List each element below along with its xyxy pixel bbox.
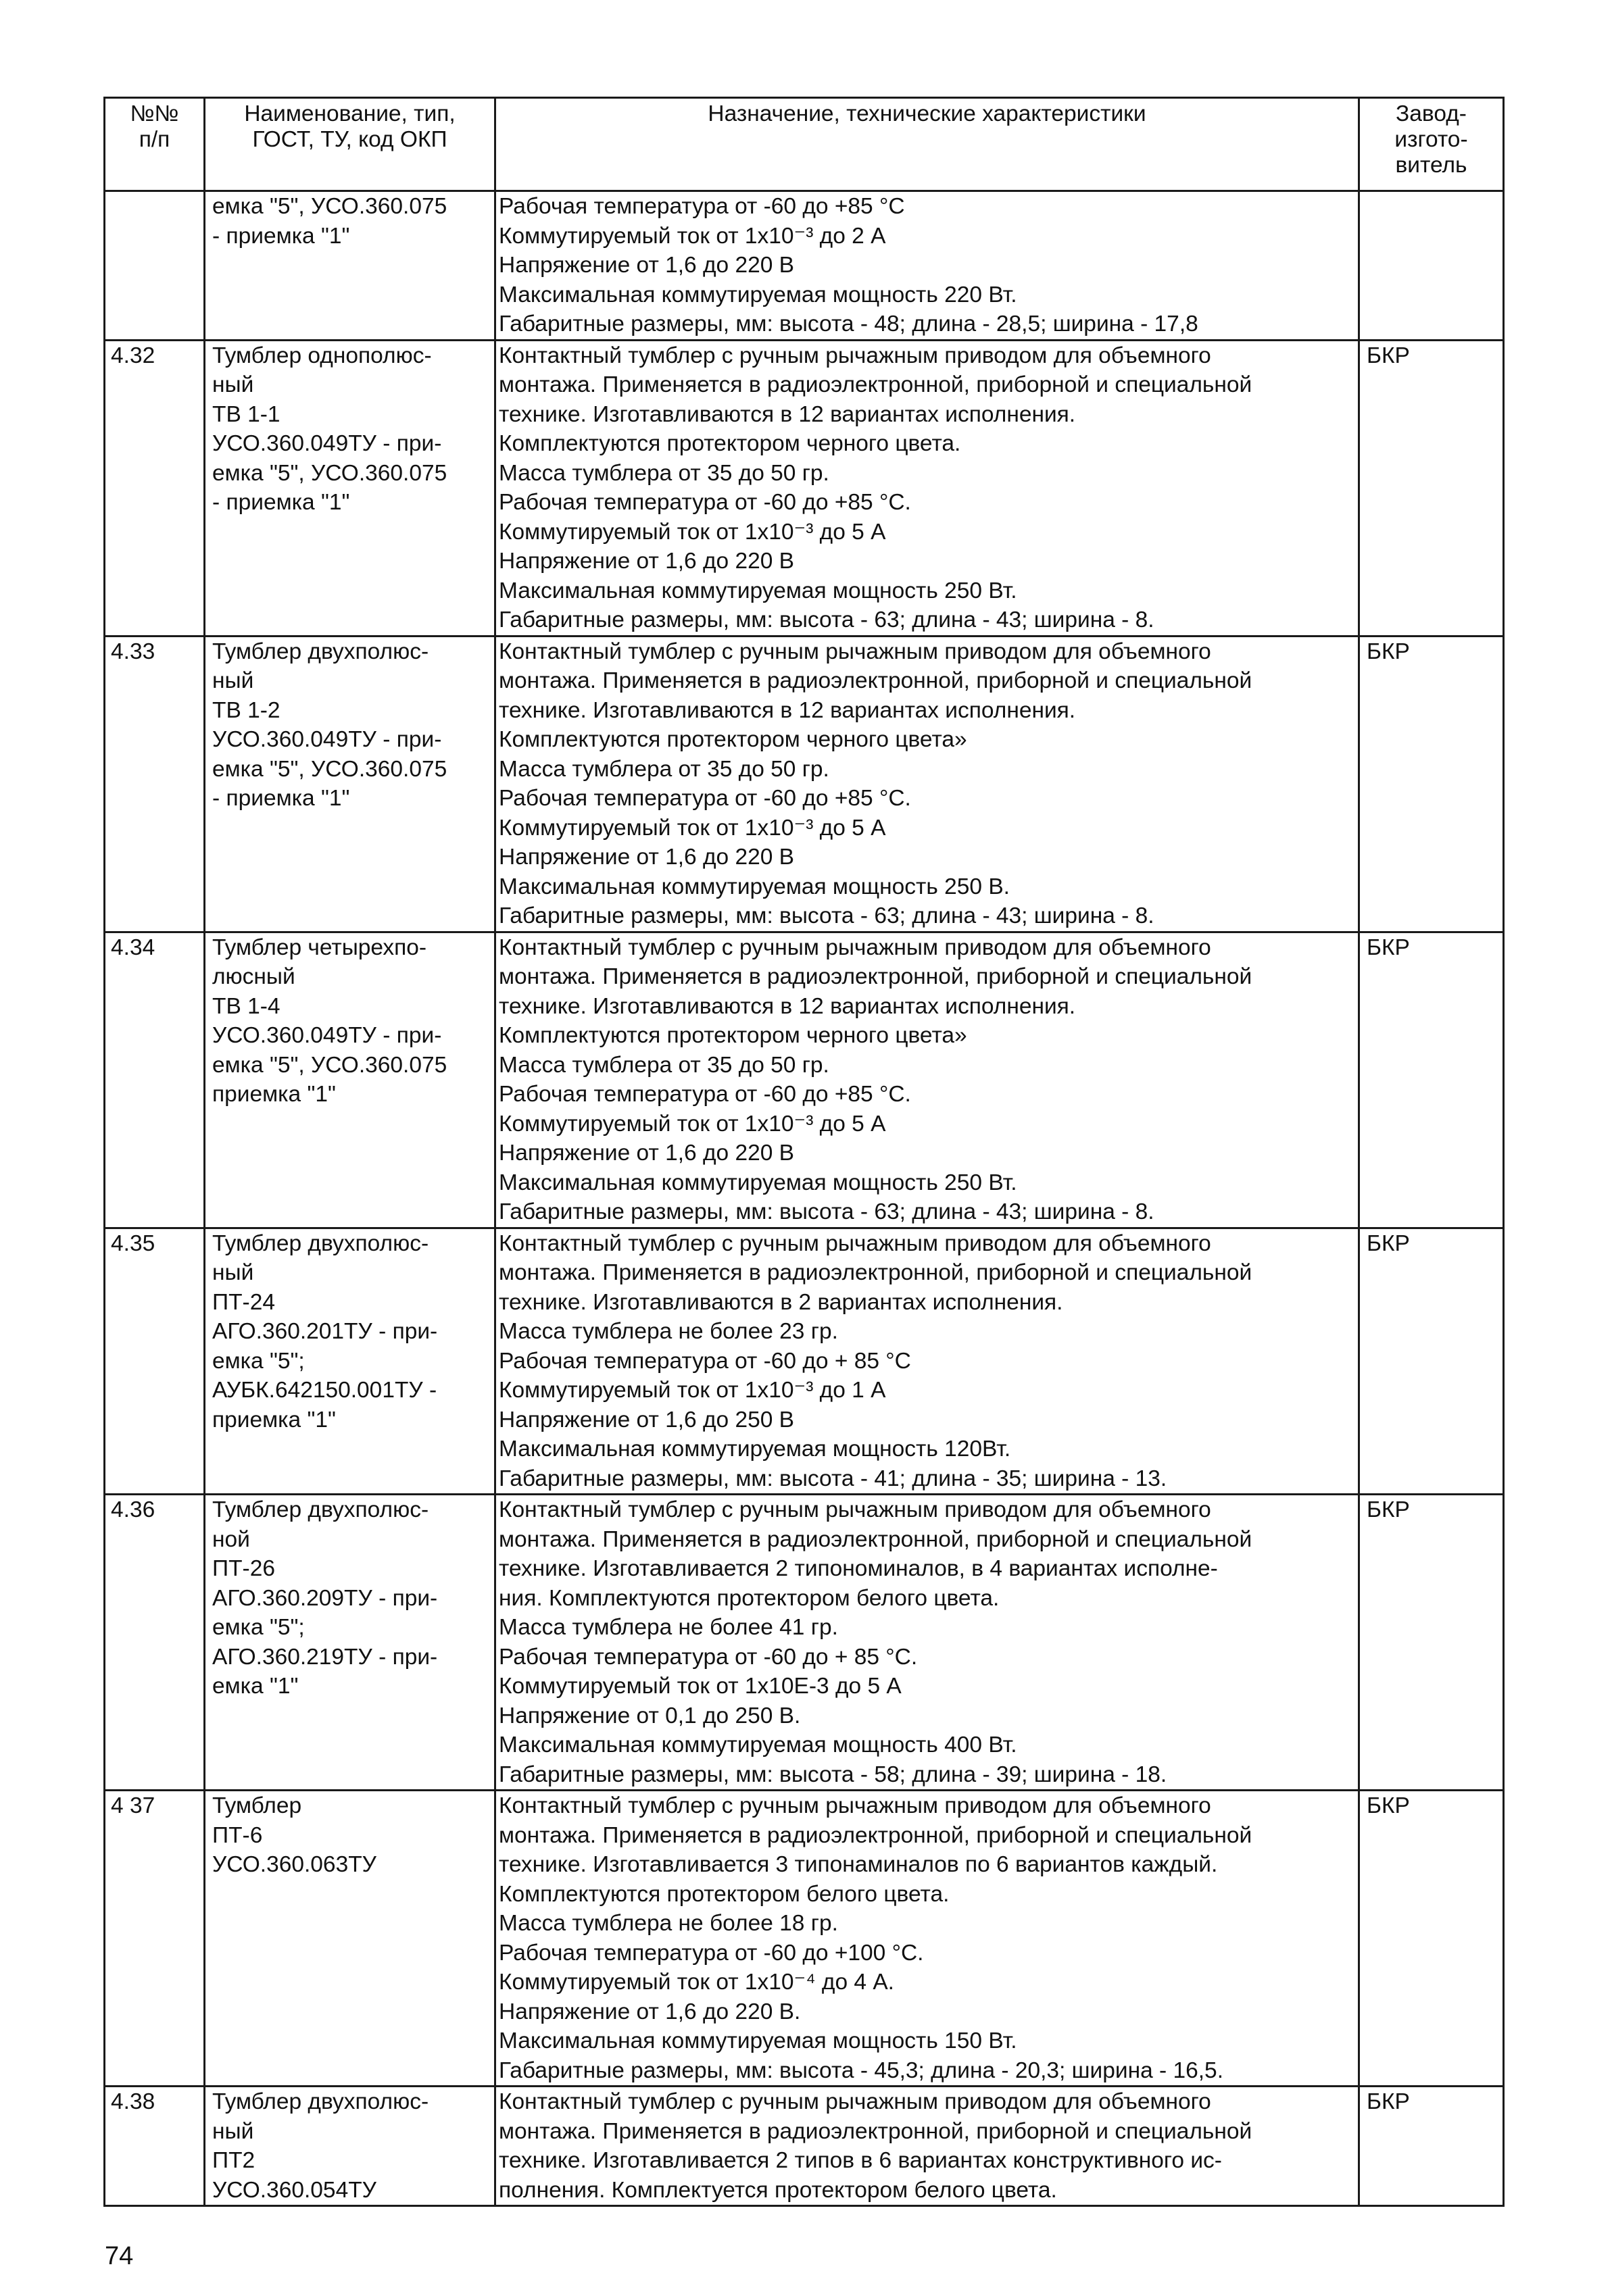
page-number: 74 — [105, 2242, 134, 2270]
cell-name-type-line: УСО.360.063ТУ — [212, 1852, 376, 1877]
cell-specification-line: Коммутируемый ток от 1х10⁻³ до 5 А — [499, 1111, 886, 1137]
cell-manufacturer — [1359, 191, 1504, 341]
cell-item-number — [105, 340, 205, 636]
cell-specification — [495, 2087, 1359, 2206]
cell-specification-line: Комплектуются протектором черного цвета» — [499, 727, 967, 752]
cell-manufacturer — [1359, 1228, 1504, 1495]
cell-name-type-line: емка "5", УСО.360.075 — [212, 460, 447, 486]
cell-item-number — [105, 191, 205, 341]
cell-name-type-line: люсный — [212, 964, 295, 989]
cell-name-type-line: Тумблер — [212, 1793, 302, 1818]
cell-specification-line: технике. Изготавливаются в 2 вариантах исполнения. — [499, 1289, 1063, 1315]
cell-specification — [495, 1791, 1359, 2087]
cell-name-type — [205, 340, 495, 636]
cell-specification-line: Напряжение от 1,6 до 220 В — [499, 549, 795, 574]
header-number: №№ п/п — [105, 98, 205, 191]
cell-name-type — [205, 1228, 495, 1495]
cell-name-type-line: - приемка "1" — [212, 223, 350, 249]
cell-name-type-line: емка "5"; — [212, 1348, 305, 1374]
cell-specification — [495, 340, 1359, 636]
cell-specification-line: Габаритные размеры, мм: высота - 58; длина - 39; ширина - 18. — [499, 1762, 1167, 1787]
cell-specification-line: монтажа. Применяется в радиоэлектронной, приборной и специальной — [499, 964, 1252, 989]
cell-specification-line: монтажа. Применяется в радиоэлектронной, приборной и специальной — [499, 1526, 1252, 1552]
cell-manufacturer — [1359, 2087, 1504, 2206]
cell-specification — [495, 636, 1359, 932]
cell-specification-line: технике. Изготавливаются в 12 вариантах исполнения. — [499, 697, 1076, 723]
cell-specification-line: Комплектуются протектором черного цвета. — [499, 431, 961, 456]
cell-name-type-line: - приемка "1" — [212, 786, 350, 811]
header-name: Наименование, тип, ГОСТ, ТУ, код ОКП — [205, 98, 495, 191]
cell-name-type-line: Тумблер двухполюс- — [212, 639, 429, 664]
cell-specification-line: Напряжение от 0,1 до 250 В. — [499, 1703, 801, 1728]
cell-name-type-line: приемка "1" — [212, 1082, 336, 1107]
cell-specification-line: Комплектуются протектором черного цвета» — [499, 1023, 967, 1048]
cell-manufacturer — [1359, 636, 1504, 932]
table-row — [105, 1791, 1504, 2087]
cell-name-type-line: ТВ 1-2 — [212, 697, 280, 723]
cell-item-number — [105, 636, 205, 932]
cell-specification-line: Комплектуются протектором белого цвета. — [499, 1881, 950, 1907]
cell-specification-line: Контактный тумблер с ручным рычажным приводом для объемного — [499, 1793, 1211, 1818]
header-manufacturer: Завод- изгото- витель — [1359, 98, 1504, 191]
cell-manufacturer-text: БКР — [1367, 639, 1410, 664]
cell-manufacturer-text: БКР — [1367, 2089, 1410, 2114]
cell-name-type-line: УСО.360.049ТУ - при- — [212, 431, 442, 456]
cell-name-type — [205, 191, 495, 341]
cell-name-type — [205, 2087, 495, 2206]
cell-specification-line: Коммутируемый ток от 1х10⁻³ до 1 А — [499, 1378, 886, 1403]
cell-name-type-line: емка "1" — [212, 1674, 299, 1699]
cell-manufacturer — [1359, 340, 1504, 636]
cell-item-number — [105, 1495, 205, 1791]
cell-name-type-line: АГО.360.219ТУ - при- — [212, 1644, 438, 1670]
cell-specification-line: Габаритные размеры, мм: высота - 63; длина - 43; ширина - 8. — [499, 607, 1154, 632]
cell-specification-line: Рабочая температура от -60 до +85 °С. — [499, 786, 911, 811]
cell-item-number-text: 4 37 — [111, 1793, 155, 1818]
cell-name-type-line: ный — [212, 372, 254, 397]
cell-name-type-line: приемка "1" — [212, 1407, 336, 1432]
table-row — [105, 2087, 1504, 2206]
components-table — [103, 97, 1505, 2207]
cell-specification-line: Масса тумблера не более 23 гр. — [499, 1319, 838, 1344]
cell-specification-line: Максимальная коммутируемая мощность 220 Вт. — [499, 282, 1017, 307]
cell-specification-line: монтажа. Применяется в радиоэлектронной, приборной и специальной — [499, 668, 1252, 693]
cell-specification-line: Масса тумблера не более 18 гр. — [499, 1911, 838, 1936]
cell-specification-line: технике. Изготавливается 2 типономиналов, в 4 вариантах исполне- — [499, 1556, 1218, 1581]
cell-manufacturer-text: БКР — [1367, 1497, 1410, 1522]
cell-specification-line: монтажа. Применяется в радиоэлектронной, приборной и специальной — [499, 2118, 1252, 2144]
cell-name-type-line: Тумблер однополюс- — [212, 343, 432, 368]
cell-specification-line: Максимальная коммутируемая мощность 250 Вт. — [499, 1170, 1017, 1195]
cell-name-type-line: УСО.360.049ТУ - при- — [212, 727, 442, 752]
cell-manufacturer-text: БКР — [1367, 343, 1410, 368]
cell-name-type-line: ПТ2 — [212, 2148, 255, 2173]
cell-name-type-line: ПТ-24 — [212, 1289, 275, 1315]
cell-specification-line: технике. Изготавливается 2 типов в 6 вариантах конструктивного ис- — [499, 2148, 1222, 2173]
table-header-row — [105, 98, 1504, 191]
cell-specification-line: Контактный тумблер с ручным рычажным приводом для объемного — [499, 934, 1211, 960]
cell-specification-line: Напряжение от 1,6 до 220 В — [499, 1141, 795, 1166]
cell-name-type-line: - приемка "1" — [212, 490, 350, 515]
cell-item-number — [105, 1228, 205, 1495]
cell-specification-line: Напряжение от 1,6 до 220 В. — [499, 1999, 801, 2024]
cell-name-type-line: емка "5", УСО.360.075 — [212, 194, 447, 219]
cell-item-number-text: 4.38 — [111, 2089, 155, 2114]
cell-name-type-line: Тумблер двухполюс- — [212, 2089, 429, 2114]
cell-specification-line: Максимальная коммутируемая мощность 250 Вт. — [499, 578, 1017, 603]
cell-specification-line: Масса тумблера от 35 до 50 гр. — [499, 1052, 829, 1078]
cell-specification-line: Коммутируемый ток от 1х10⁻³ до 5 А — [499, 519, 886, 545]
cell-manufacturer — [1359, 932, 1504, 1228]
cell-specification-line: Коммутируемый ток от 1х10⁻³ до 2 А — [499, 223, 886, 249]
cell-specification-line: Габаритные размеры, мм: высота - 41; длина - 35; ширина - 13. — [499, 1466, 1167, 1491]
cell-name-type-line: ной — [212, 1526, 250, 1552]
cell-specification-line: Максимальная коммутируемая мощность 250 В. — [499, 874, 1010, 899]
cell-manufacturer-text: БКР — [1367, 1230, 1410, 1256]
cell-specification-line: Рабочая температура от -60 до + 85 °С — [499, 1348, 911, 1374]
cell-specification-line: Рабочая температура от -60 до +85 °С — [499, 194, 905, 219]
cell-manufacturer-text: БКР — [1367, 934, 1410, 960]
cell-name-type — [205, 1791, 495, 2087]
table-row — [105, 636, 1504, 932]
cell-specification-line: монтажа. Применяется в радиоэлектронной, приборной и специальной — [499, 372, 1252, 397]
cell-specification — [495, 932, 1359, 1228]
cell-specification-line: Контактный тумблер с ручным рычажным приводом для объемного — [499, 343, 1211, 368]
cell-specification-line: полнения. Комплектуется протектором белого цвета. — [499, 2177, 1057, 2203]
cell-specification-line: Напряжение от 1,6 до 250 В — [499, 1407, 795, 1432]
table-row — [105, 932, 1504, 1228]
cell-specification-line: Напряжение от 1,6 до 220 В — [499, 253, 795, 278]
cell-specification-line: Рабочая температура от -60 до + 85 °С. — [499, 1644, 918, 1670]
cell-specification-line: Рабочая температура от -60 до +100 °С. — [499, 1940, 924, 1966]
cell-item-number — [105, 1791, 205, 2087]
cell-item-number — [105, 932, 205, 1228]
cell-specification-line: технике. Изготавливаются в 12 вариантах исполнения. — [499, 401, 1076, 427]
table-body — [105, 191, 1504, 2206]
cell-specification-line: Коммутируемый ток от 1х10⁻⁴ до 4 А. — [499, 1970, 894, 1995]
cell-name-type-line: АУБК.642150.001ТУ - — [212, 1378, 437, 1403]
cell-specification — [495, 1495, 1359, 1791]
cell-specification-line: Масса тумблера от 35 до 50 гр. — [499, 756, 829, 782]
cell-specification-line: Контактный тумблер с ручным рычажным приводом для объемного — [499, 2089, 1211, 2114]
cell-manufacturer — [1359, 1791, 1504, 2087]
header-spec: Назначение, технические характеристики — [495, 98, 1359, 191]
cell-specification-line: Коммутируемый ток от 1х10Е-3 до 5 А — [499, 1674, 902, 1699]
cell-name-type-line: ТВ 1-1 — [212, 401, 280, 427]
table-row — [105, 1495, 1504, 1791]
cell-specification-line: монтажа. Применяется в радиоэлектронной, приборной и специальной — [499, 1822, 1252, 1848]
cell-item-number-text: 4.36 — [111, 1497, 155, 1522]
cell-name-type-line: емка "5", УСО.360.075 — [212, 1052, 447, 1078]
cell-name-type-line: Тумблер двухполюс- — [212, 1497, 429, 1522]
cell-specification-line: Коммутируемый ток от 1х10⁻³ до 5 А — [499, 815, 886, 841]
cell-name-type-line: АГО.360.209ТУ - при- — [212, 1585, 438, 1611]
cell-specification — [495, 1228, 1359, 1495]
cell-specification-line: ния. Комплектуются протектором белого цвета. — [499, 1585, 1000, 1611]
table-row — [105, 191, 1504, 341]
cell-specification-line: Габаритные размеры, мм: высота - 48; длина - 28,5; ширина - 17,8 — [499, 311, 1198, 336]
cell-name-type-line: ный — [212, 668, 254, 693]
cell-name-type — [205, 636, 495, 932]
cell-specification-line: Рабочая температура от -60 до +85 °С. — [499, 490, 911, 515]
cell-item-number-text: 4.32 — [111, 343, 155, 368]
cell-item-number — [105, 2087, 205, 2206]
cell-name-type-line: ный — [212, 1260, 254, 1285]
cell-specification-line: Габаритные размеры, мм: высота - 63; длина - 43; ширина - 8. — [499, 903, 1154, 928]
cell-name-type-line: емка "5"; — [212, 1615, 305, 1640]
cell-specification-line: технике. Изготавливаются в 12 вариантах исполнения. — [499, 993, 1076, 1019]
cell-specification-line: Контактный тумблер с ручным рычажным приводом для объемного — [499, 1230, 1211, 1256]
table-row — [105, 1228, 1504, 1495]
cell-manufacturer-text: БКР — [1367, 1793, 1410, 1818]
table-row — [105, 340, 1504, 636]
document-page — [103, 97, 1503, 2207]
cell-name-type-line: ТВ 1-4 — [212, 993, 280, 1019]
cell-manufacturer — [1359, 1495, 1504, 1791]
cell-specification-line: Максимальная коммутируемая мощность 400 Вт. — [499, 1732, 1017, 1757]
cell-specification-line: Габаритные размеры, мм: высота - 45,3; длина - 20,3; ширина - 16,5. — [499, 2057, 1223, 2083]
cell-specification-line: Контактный тумблер с ручным рычажным приводом для объемного — [499, 1497, 1211, 1522]
cell-item-number-text: 4.35 — [111, 1230, 155, 1256]
cell-item-number-text: 4.33 — [111, 639, 155, 664]
cell-specification — [495, 191, 1359, 341]
cell-name-type — [205, 932, 495, 1228]
cell-name-type-line: Тумблер четырехпо- — [212, 934, 427, 960]
cell-specification-line: монтажа. Применяется в радиоэлектронной, приборной и специальной — [499, 1260, 1252, 1285]
cell-specification-line: Габаритные размеры, мм: высота - 63; длина - 43; ширина - 8. — [499, 1199, 1154, 1224]
cell-specification-line: Рабочая температура от -60 до +85 °С. — [499, 1082, 911, 1107]
cell-specification-line: Масса тумблера от 35 до 50 гр. — [499, 460, 829, 486]
cell-specification-line: Масса тумблера не более 41 гр. — [499, 1615, 838, 1640]
cell-name-type-line: ПТ-6 — [212, 1822, 263, 1848]
cell-item-number-text: 4.34 — [111, 934, 155, 960]
cell-specification-line: Максимальная коммутируемая мощность 150 Вт. — [499, 2028, 1017, 2053]
cell-name-type — [205, 1495, 495, 1791]
cell-specification-line: Контактный тумблер с ручным рычажным приводом для объемного — [499, 639, 1211, 664]
cell-name-type-line: УСО.360.054ТУ — [212, 2177, 376, 2203]
cell-name-type-line: УСО.360.049ТУ - при- — [212, 1023, 442, 1048]
cell-specification-line: Максимальная коммутируемая мощность 120Вт. — [499, 1437, 1011, 1462]
cell-name-type-line: емка "5", УСО.360.075 — [212, 756, 447, 782]
cell-name-type-line: Тумблер двухполюс- — [212, 1230, 429, 1256]
cell-specification-line: Напряжение от 1,6 до 220 В — [499, 845, 795, 870]
cell-name-type-line: ПТ-26 — [212, 1556, 275, 1581]
cell-name-type-line: ный — [212, 2118, 254, 2144]
cell-specification-line: технике. Изготавливается 3 типонаминалов по 6 вариантов каждый. — [499, 1852, 1218, 1877]
cell-name-type-line: АГО.360.201ТУ - при- — [212, 1319, 438, 1344]
